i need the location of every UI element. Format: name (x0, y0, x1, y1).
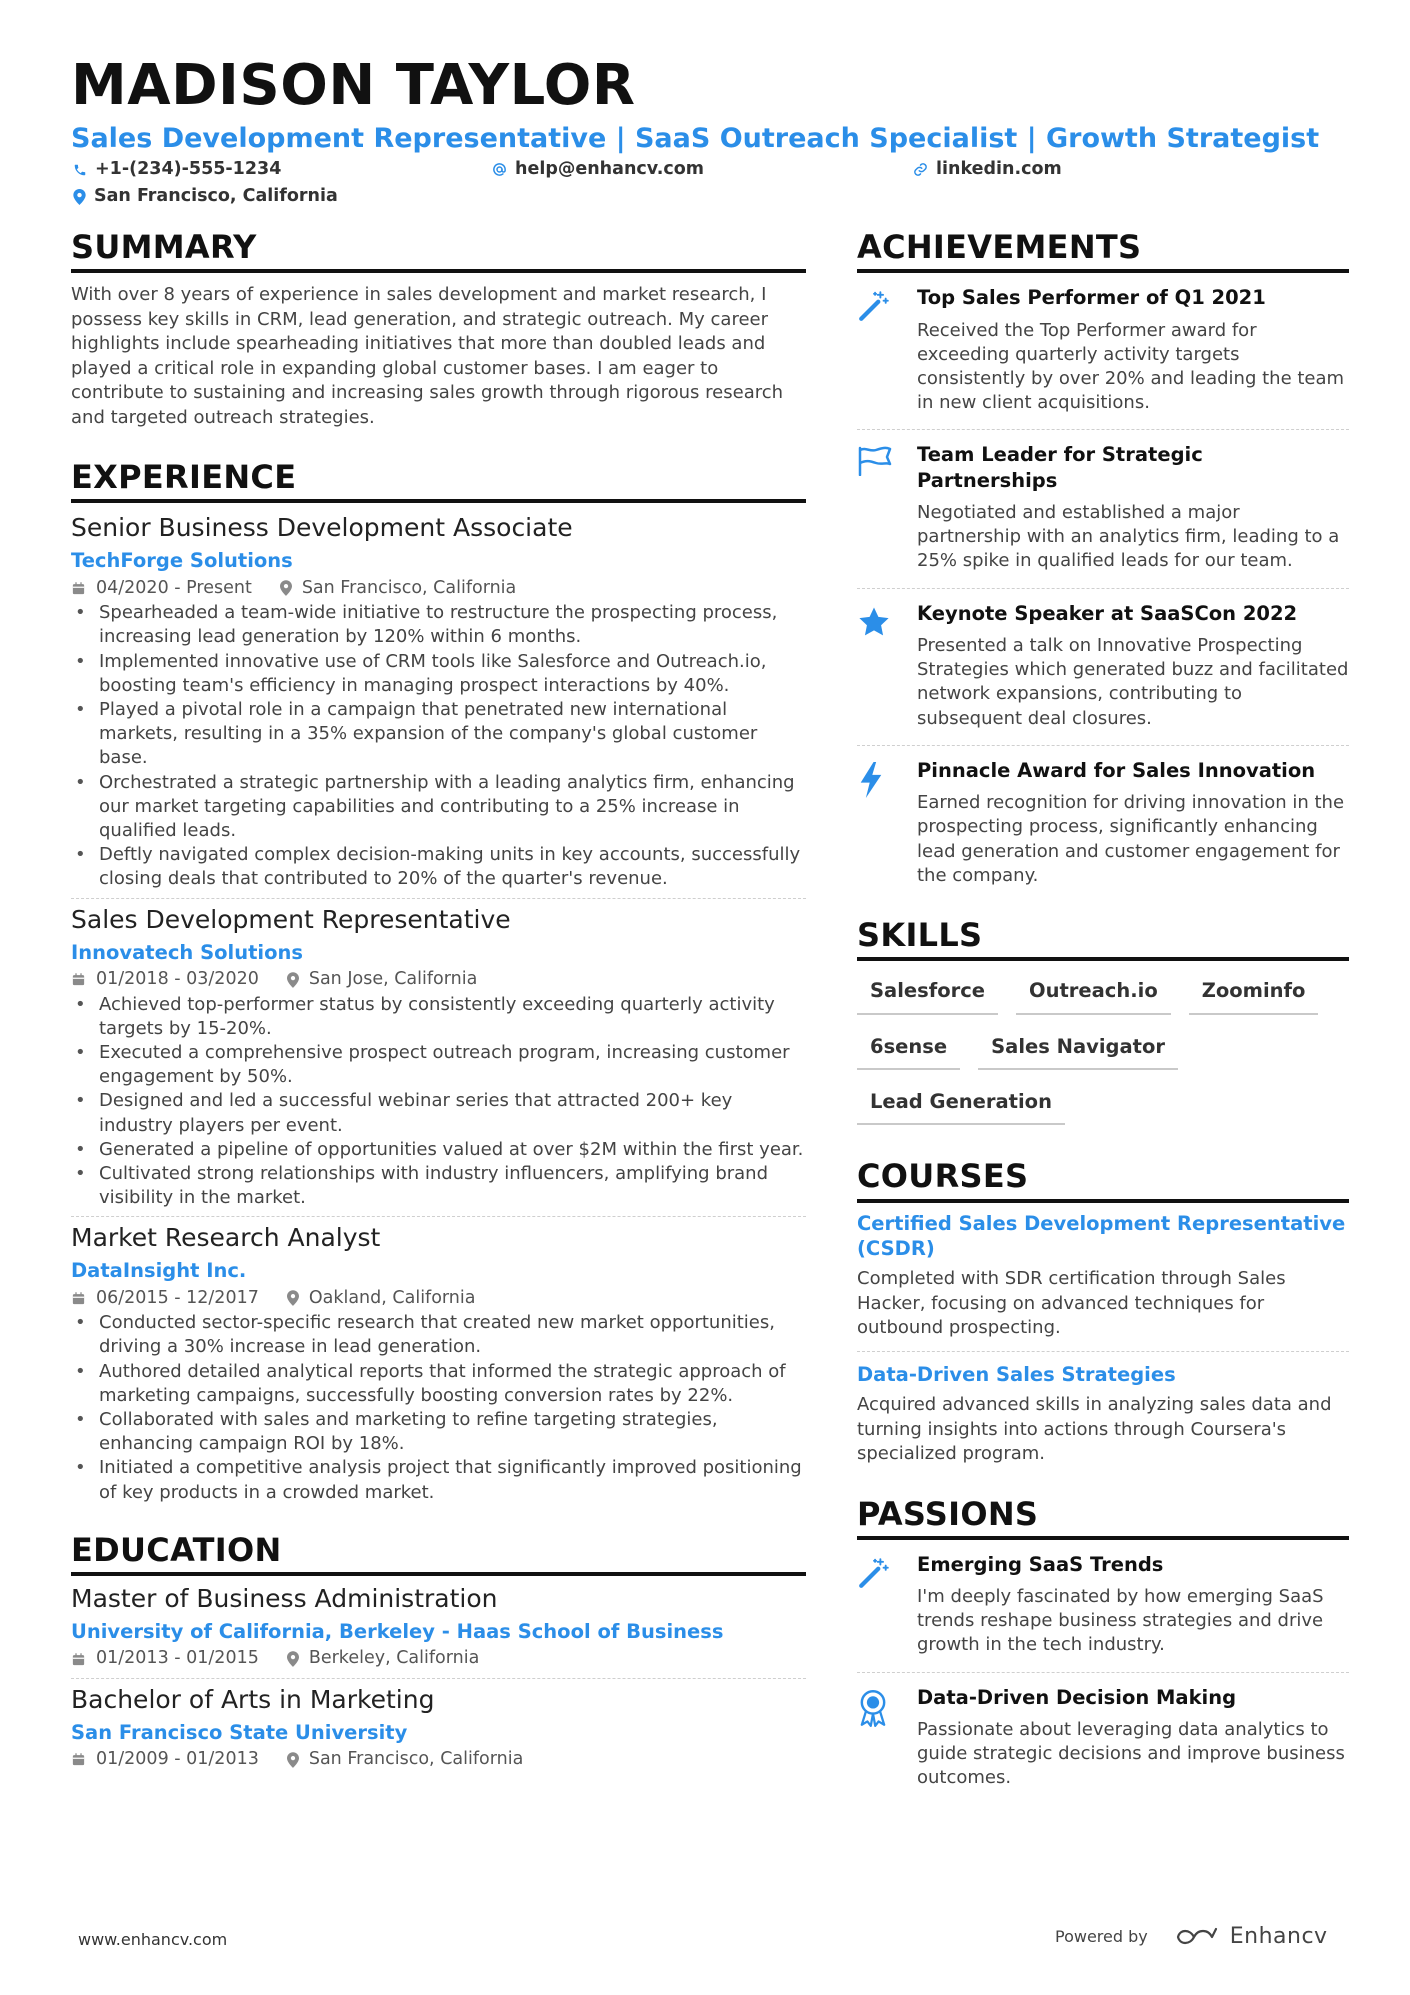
skill-tag: Sales Navigator (978, 1035, 1178, 1070)
education-meta (71, 1751, 806, 1769)
bullet-item: • Generated a pipeline of opportunities valued at over $2M within the first year. (71, 1138, 806, 1162)
job-dates: 04/2020 - Present (96, 577, 252, 598)
experience-heading: EXPERIENCE (71, 460, 806, 503)
course-desc: Completed with SDR certification through Sales Hacker, focusing on advanced techniques for outbound prospecting. (857, 1268, 1286, 1339)
bullet-item: • Cultivated strong relationships with industry influencers, amplifying brand visibility in the market. (71, 1162, 806, 1210)
job-location: Oakland, California (308, 1287, 476, 1308)
flag-icon (857, 446, 893, 476)
course-title: Data-Driven Sales Strategies (857, 1362, 1176, 1386)
magic-wand-icon (857, 1556, 891, 1590)
school-name: University of California, Berkeley - Haas School of Business (71, 1619, 724, 1643)
contact-location (73, 188, 338, 206)
job-entry (71, 1223, 806, 1504)
location-pin-icon (287, 1651, 299, 1667)
achievement-item (857, 285, 1349, 415)
bullet-item: • Authored detailed analytical reports that informed the strategic approach of marketing campaigns, successfully boosting conversion rates by 22%. (71, 1360, 806, 1408)
bullet-item: • Implemented innovative use of CRM tools like Salesforce and Outreach.io, boosting team's efficiency in managing prospect interactions by 40%. (71, 650, 806, 698)
achievement-title: Top Sales Performer of Q1 2021 (917, 286, 1266, 310)
bullet-item: • Achieved top-performer status by consistently exceeding quarterly activity targets by 15-20%. (71, 993, 806, 1041)
calendar-icon (71, 972, 86, 987)
education-entry (71, 1685, 806, 1769)
enhancv-logo-icon (1174, 1925, 1220, 1949)
powered-by-text: Powered by (1055, 1927, 1148, 1946)
bullet-item: • Collaborated with sales and marketing to refine targeting strategies, enhancing campaign ROI by 18%. (71, 1408, 806, 1456)
education-location: Berkeley, California (308, 1648, 480, 1669)
job-title: Senior Business Development Associate (71, 513, 573, 543)
location-pin-icon (287, 972, 299, 988)
phone-text: +1-(234)-555-1234 (95, 159, 282, 179)
job-dates: 06/2015 - 12/2017 (96, 1287, 259, 1308)
candidate-name: MADISON TAYLOR (71, 53, 636, 118)
divider (857, 1672, 1349, 1673)
achievement-desc: Presented a talk on Innovative Prospecting Strategies which generated buzz and facilitated network expansions, contributing to subsequent deal closures. (917, 634, 1349, 729)
bullet-item: • Designed and led a successful webinar series that attracted 200+ key industry players per event. (71, 1089, 806, 1137)
footer-website[interactable]: www.enhancv.com (78, 1930, 228, 1949)
achievement-desc: Negotiated and established a major partnership with an analytics firm, leading to a 25% spike in qualified leads for our team. (917, 502, 1340, 572)
achievement-item (857, 758, 1349, 888)
summary-text: With over 8 years of experience in sales development and market research, I possess key skills in CRM, lead generation, and strategic outreach. My career highlights include spearheading initiatives that more than doubled leads and played a critical role in expanding global customer bases. I am eager to contribute to sustaining and increasing sales growth through rigorous research and targeted outreach strategies. (71, 284, 784, 428)
passion-item (857, 1552, 1349, 1658)
lightning-icon (857, 762, 885, 798)
achievement-item (857, 601, 1349, 731)
divider (857, 1351, 1349, 1352)
location-pin-icon (280, 580, 292, 596)
headline: Sales Development Representative | SaaS Outreach Specialist | Growth Strategist (71, 123, 1320, 154)
job-bullets (71, 1311, 806, 1505)
skill-tag: Zoominfo (1189, 979, 1319, 1014)
award-ribbon-icon (857, 1689, 889, 1727)
brand-name: Enhancv (1229, 1924, 1328, 1949)
degree-title: Master of Business Administration (71, 1583, 498, 1613)
calendar-icon (71, 581, 86, 596)
bullet-item: • Played a pivotal role in a campaign that penetrated new international markets, resulting in a 35% expansion of the company's global customer base. (71, 698, 806, 771)
education-location: San Francisco, California (308, 1749, 524, 1770)
magic-wand-icon (857, 289, 891, 323)
company-name: Innovatech Solutions (71, 940, 303, 964)
divider (71, 898, 806, 899)
course-item (857, 1362, 1349, 1467)
divider (857, 429, 1349, 430)
achievement-desc: Received the Top Performer award for exceeding quarterly activity targets consistently by over 20% and leading the team in new client acquisitions. (917, 319, 1345, 414)
course-item (857, 1211, 1349, 1341)
bullet-item: • Orchestrated a strategic partnership with a leading analytics firm, enhancing our market targeting capabilities and contributing to a 25% increase in qualified leads. (71, 771, 806, 844)
passion-desc: I'm deeply fascinated by how emerging SaaS trends reshape business strategies and drive growth in the tech industry. (917, 1586, 1324, 1656)
job-dates: 01/2018 - 03/2020 (96, 969, 259, 989)
education-entry (71, 1584, 806, 1668)
linkedin-text: linkedin.com (936, 159, 1062, 179)
education-dates: 01/2013 - 01/2015 (96, 1648, 259, 1669)
bullet-item: • Executed a comprehensive prospect outreach program, increasing customer engagement by 50%. (71, 1041, 806, 1089)
job-bullets (71, 601, 806, 891)
job-meta (71, 971, 806, 989)
bullet-item: • Initiated a competitive analysis project that significantly improved positioning of key products in a crowded market. (71, 1456, 806, 1504)
divider (71, 1678, 806, 1679)
passion-title: Emerging SaaS Trends (917, 1552, 1164, 1576)
link-icon (913, 162, 928, 177)
calendar-icon (71, 1752, 86, 1767)
degree-title: Bachelor of Arts in Marketing (71, 1684, 435, 1714)
achievement-title: Team Leader for Strategic Partnerships (917, 443, 1203, 492)
job-entry (71, 513, 806, 891)
at-icon (492, 162, 507, 177)
bullet-item: • Deftly navigated complex decision-making units in key accounts, successfully closing deals that contributed to 20% of the quarter's revenue. (71, 843, 806, 891)
phone-icon (73, 163, 87, 177)
achievement-title: Keynote Speaker at SaaSCon 2022 (917, 601, 1298, 625)
job-title: Market Research Analyst (71, 1223, 381, 1253)
achievement-desc: Earned recognition for driving innovation in the prospecting process, significantly enhancing lead generation and customer engagement for the company. (917, 792, 1345, 886)
skill-tag: Lead Generation (857, 1090, 1065, 1125)
passion-desc: Passionate about leveraging data analytics to guide strategic decisions and improve business outcomes. (917, 1719, 1345, 1789)
location-pin-icon (73, 189, 86, 205)
divider (857, 745, 1349, 746)
passions-heading: PASSIONS (857, 1497, 1349, 1540)
skills-list (857, 979, 1349, 1145)
contact-linkedin[interactable] (913, 161, 1062, 179)
course-title: Certified Sales Development Representative (CSDR) (857, 1211, 1346, 1260)
location-text: San Francisco, California (94, 186, 338, 206)
job-meta (71, 577, 806, 598)
calendar-icon (71, 1291, 86, 1306)
divider (71, 1216, 806, 1217)
job-meta (71, 1287, 806, 1308)
location-pin-icon (287, 1752, 299, 1768)
contact-email[interactable] (492, 161, 704, 179)
left-column (71, 230, 806, 1769)
job-title: Sales Development Representative (71, 904, 511, 934)
skills-heading: SKILLS (857, 918, 1349, 961)
location-pin-icon (287, 1290, 299, 1306)
achievements-heading: ACHIEVEMENTS (857, 230, 1349, 273)
skill-tag: Salesforce (857, 979, 998, 1014)
skill-tag: 6sense (857, 1035, 960, 1070)
job-location: San Jose, California (308, 969, 478, 989)
star-icon (857, 605, 891, 639)
achievement-title: Pinnacle Award for Sales Innovation (917, 758, 1316, 782)
company-name: TechForge Solutions (71, 549, 293, 573)
company-name: DataInsight Inc. (71, 1259, 247, 1283)
summary-heading: SUMMARY (71, 230, 806, 273)
job-bullets (71, 993, 806, 1211)
job-location: San Francisco, California (301, 577, 517, 598)
bullet-item: • Spearheaded a team-wide initiative to restructure the prospecting process, increasing lead generation by 120% within 6 months. (71, 601, 806, 649)
courses-heading: COURSES (857, 1159, 1349, 1202)
contact-phone[interactable] (73, 161, 281, 179)
education-heading: EDUCATION (71, 1533, 806, 1576)
course-desc: Acquired advanced skills in analyzing sales data and turning insights into actions through Coursera's specialized program. (857, 1394, 1332, 1465)
right-column (857, 230, 1349, 1791)
passion-item (857, 1685, 1349, 1791)
job-entry (71, 905, 806, 1211)
school-name: San Francisco State University (71, 1720, 408, 1744)
email-text: help@enhancv.com (515, 159, 705, 179)
passion-title: Data-Driven Decision Making (917, 1685, 1237, 1709)
achievement-item (857, 442, 1349, 573)
divider (857, 588, 1349, 589)
skill-tag: Outreach.io (1016, 979, 1171, 1014)
bullet-item: • Conducted sector-specific research that created new market opportunities, driving a 30% increase in lead generation. (71, 1311, 806, 1359)
calendar-icon (71, 1652, 86, 1667)
footer-branding[interactable] (1055, 1924, 1328, 1949)
education-dates: 01/2009 - 01/2013 (96, 1749, 259, 1770)
education-meta (71, 1650, 806, 1668)
